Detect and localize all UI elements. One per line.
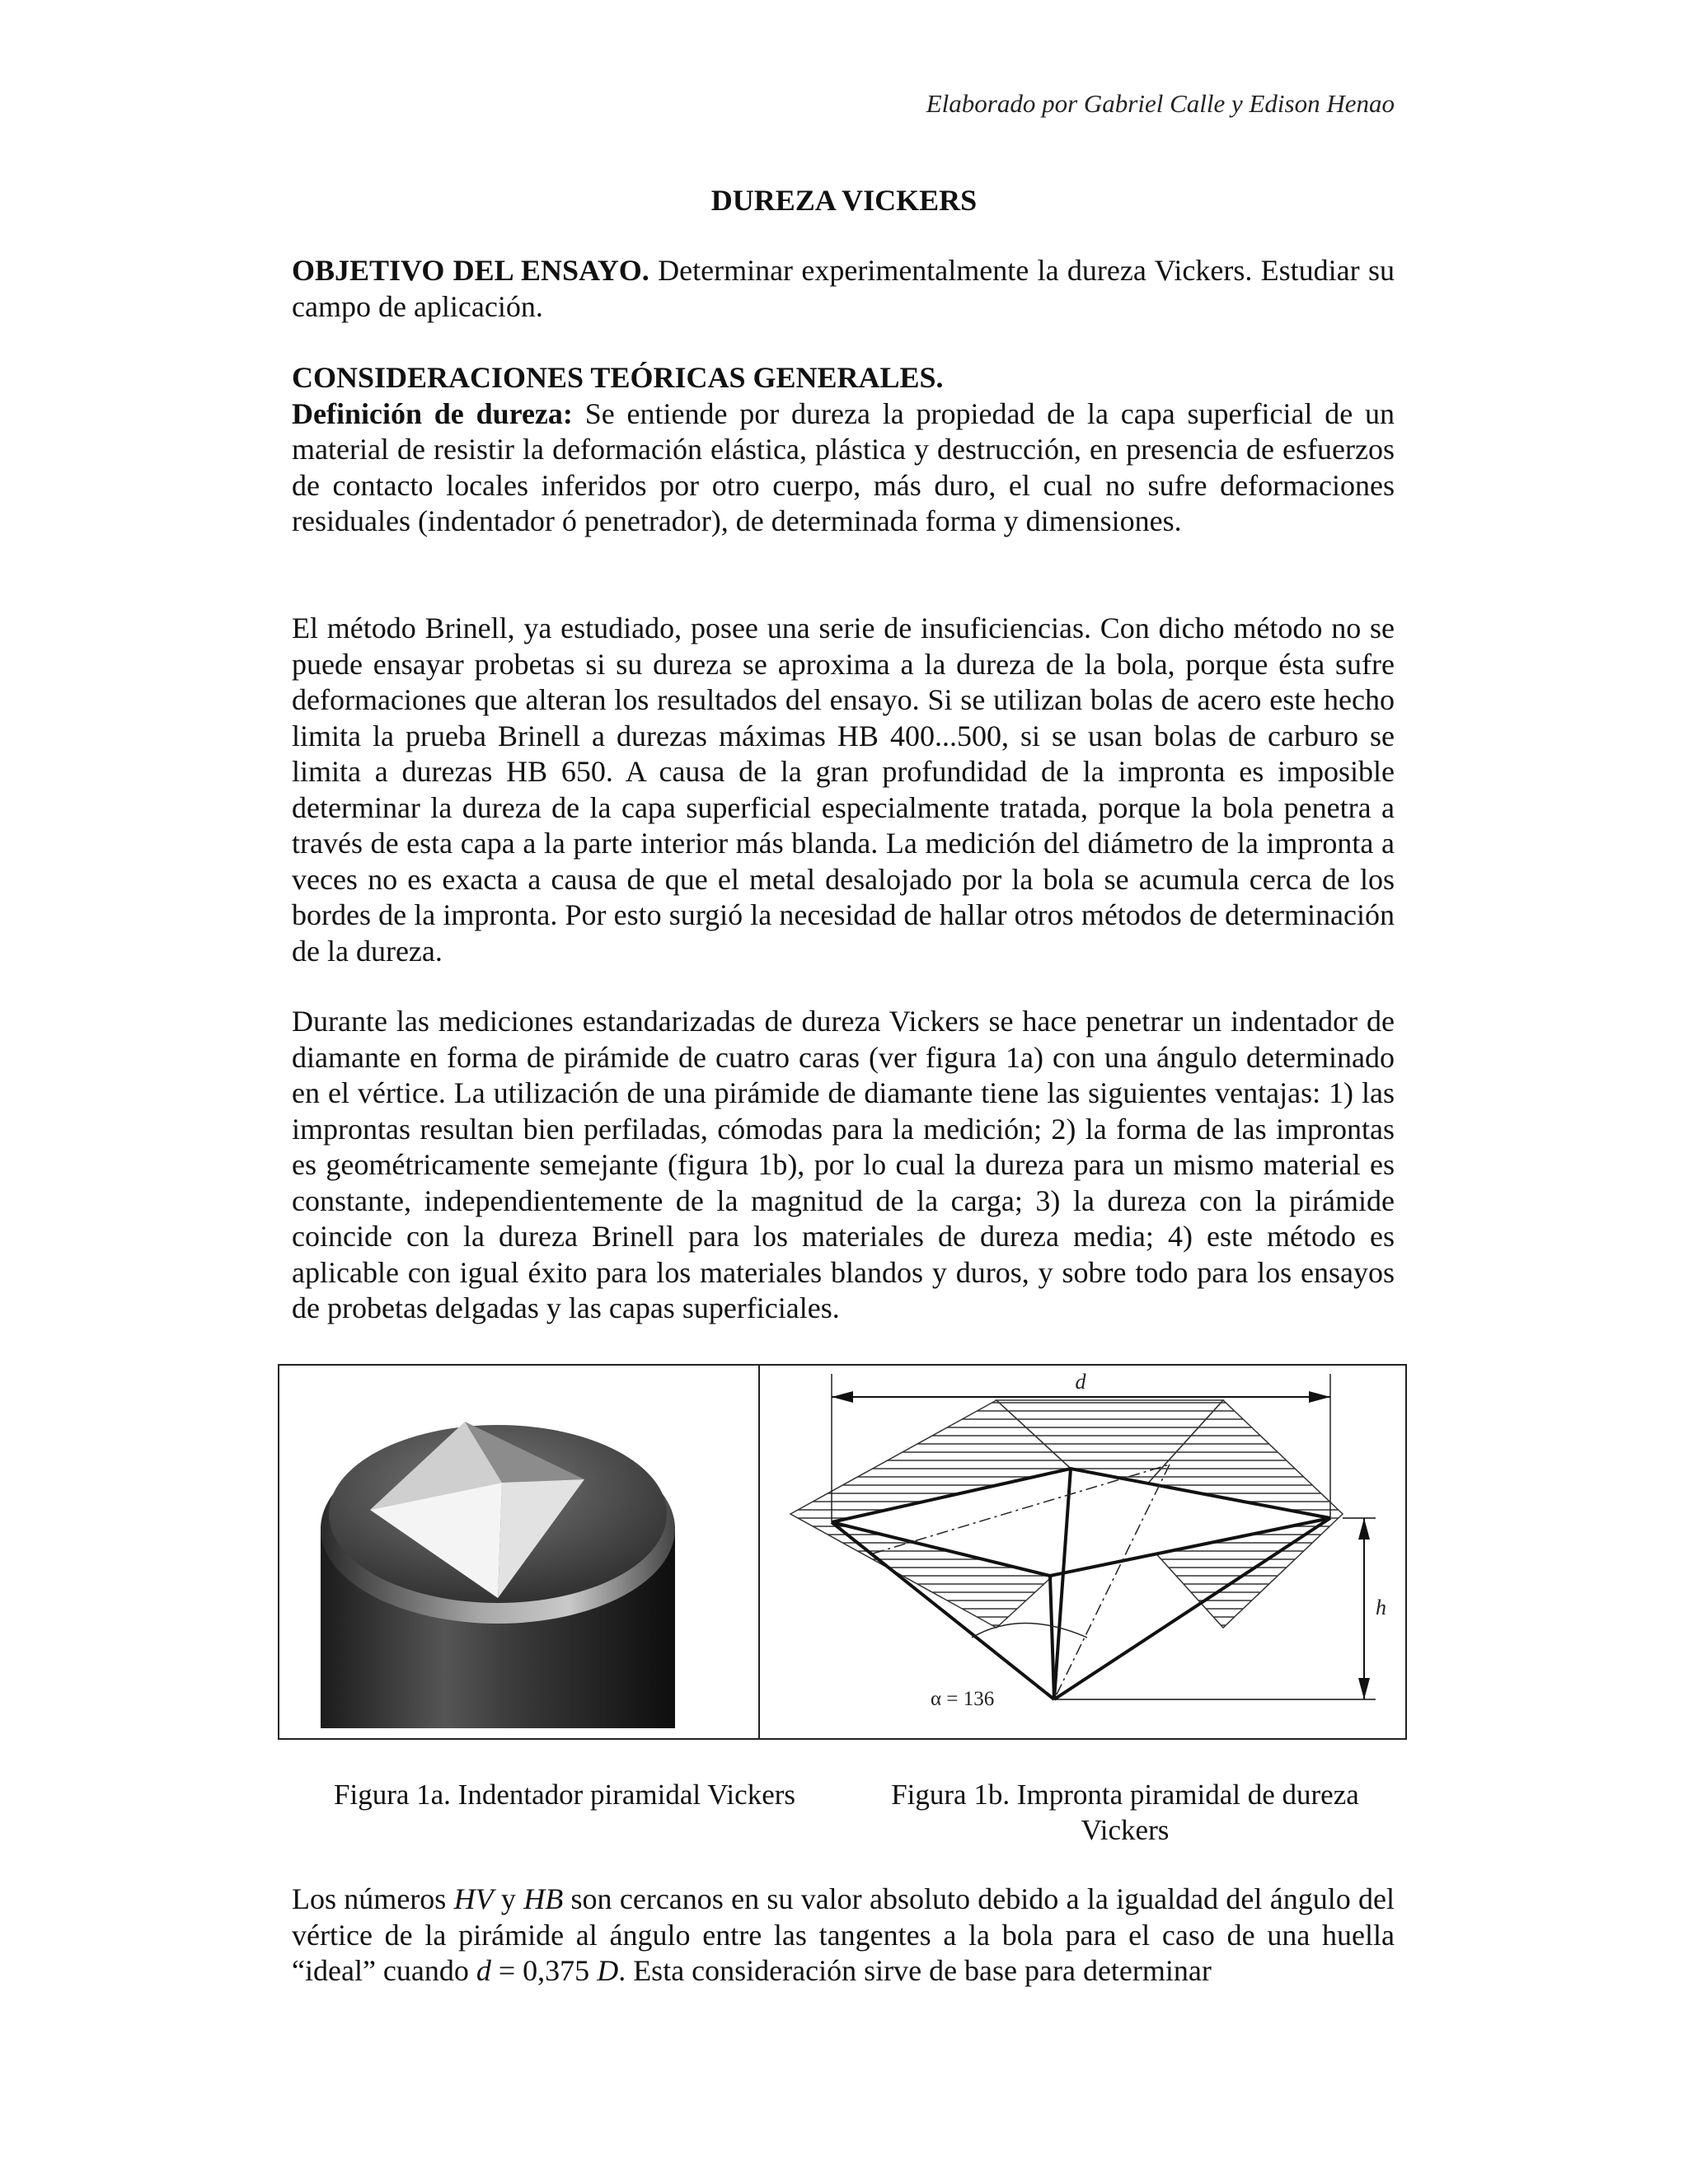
vickers-text: Durante las mediciones estandarizadas de dureza Vickers se hace penetrar un indentador de diamante en forma de pirámide de cuatro caras (ver figura 1a) con una ángulo determinado en el vértice. La utilización de una pirámide de diamante tiene las siguientes ventajas: 1) las improntas resultan bien perfiladas, cómodas para la medición; 2) la forma de las improntas es geométricamente semejante (figura 1b), por lo cual la dureza para un mismo material es constante, independientemente de la magnitud de la carga; 3) la dureza con la pirámide coincide con la dureza Brinell para los materiales de dureza media; 4) este método es aplicable con igual éxito para los materiales blandos y duros, y sobre todo para los ensayos de probetas delgadas y las capas superficiales. <box>292 1005 1395 1324</box>
label-d: d <box>1075 1370 1086 1394</box>
caption-figure-1a: Figura 1a. Indentador piramidal Vickers <box>334 1779 795 1811</box>
vickers-impression-diagram <box>774 1366 1400 1738</box>
theory-section <box>292 360 1395 540</box>
label-alpha: α = 136 <box>931 1688 995 1710</box>
symbol-d: d <box>476 1954 491 1987</box>
caption-figure-1b: Figura 1b. Impronta piramidal de dureza Vickers <box>891 1779 1359 1846</box>
vickers-paragraph <box>292 1004 1395 1327</box>
dimension-d <box>832 1370 1330 1403</box>
symbol-hv: HV <box>453 1882 494 1915</box>
objective-paragraph <box>292 253 1395 325</box>
symbol-D: D <box>597 1954 619 1987</box>
definition-label: Definición de dureza: <box>292 396 573 430</box>
objective-label: OBJETIVO DEL ENSAYO. <box>292 254 649 287</box>
brinell-text: El método Brinell, ya estudiado, posee una serie de insuficiencias. Con dicho método no se puede ensayar probetas si su dureza se aproxima a la dureza de la bola, porque ésta sufre deformaciones que alteran los resultados del ensayo. Si se utilizan bolas de acero este hecho limita la prueba Brinell a durezas máximas HB 400...500, si se usan bolas de carburo se limita a durezas HB 650. A causa de la gran profundidad de la impronta es imposible determinar la dureza de la capa superficial especialmente tratada, porque la bola penetra a través de esta capa a la parte interior más blanda. La medición del diámetro de la impronta a veces no es exacta a causa de que el metal desalojado por la bola se acumula cerca de los bordes de la impronta. Por esto surgió la necesidad de hallar otros métodos de determinación de la dureza. <box>292 612 1395 968</box>
figure-frame <box>278 1364 1407 1740</box>
symbol-hb: HB <box>523 1882 564 1915</box>
objective-text: Determinar experimentalmente la dureza Vickers. Estudiar su campo de aplicación. <box>292 254 1395 323</box>
hv-hb-paragraph <box>292 1882 1395 1990</box>
figure-divider <box>758 1366 760 1738</box>
brinell-paragraph <box>292 611 1395 969</box>
authors-note: Elaborado por Gabriel Calle y Edison Henao <box>926 89 1395 118</box>
text-run: y <box>493 1882 524 1915</box>
theory-heading: CONSIDERACIONES TEÓRICAS GENERALES. <box>292 361 944 394</box>
vickers-indenter-figure <box>312 1382 724 1728</box>
document-title: DUREZA VICKERS <box>710 184 978 217</box>
text-run: . Esta consideración sirve de base para determinar <box>618 1954 1212 1987</box>
text-run: son cercanos en su valor absoluto debido a la igualdad del ángulo del vértice de la pirámide al ángulo entre las tangentes a la bola para el caso de una huella “ideal” cuando <box>292 1882 1395 1987</box>
text-run: = 0,375 <box>490 1954 598 1987</box>
text-run: Los números <box>292 1882 454 1915</box>
label-h: h <box>1376 1596 1386 1619</box>
definition-text: Se entiende por dureza la propiedad de la capa superficial de un material de resistir la deformación elástica, plástica y destrucción, en presencia de esfuerzos de contacto locales inferidos por otro cuerpo, más duro, el cual no sufre deformaciones residuales (indentador ó penetrador), de determinada forma y dimensiones. <box>292 396 1395 537</box>
